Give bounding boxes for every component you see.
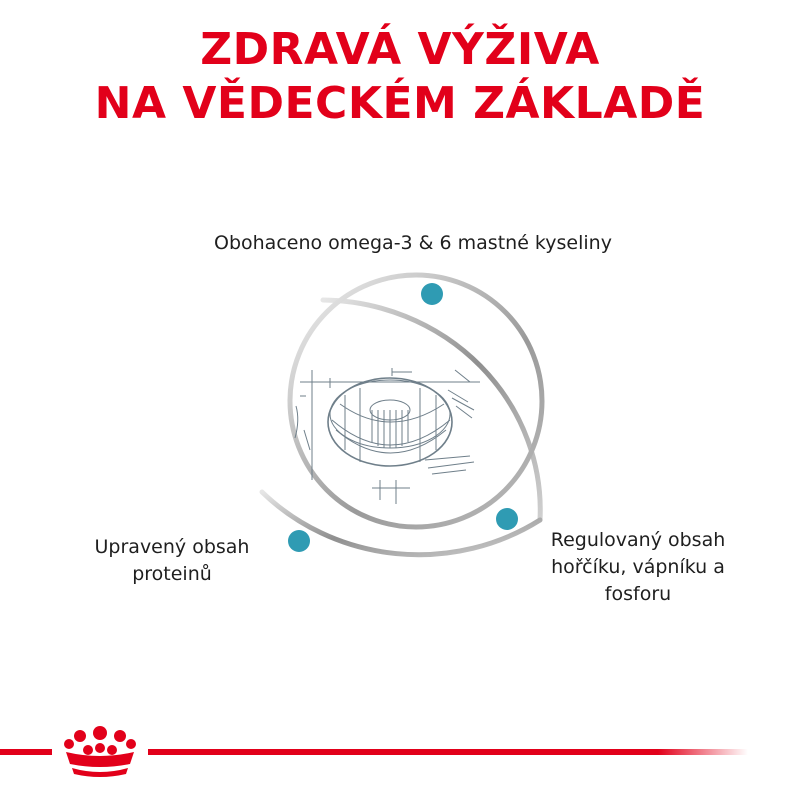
benefit-protein-line-1: Upravený obsah [94, 536, 250, 558]
headline-line-1: ZDRAVÁ VÝŽIVA [200, 24, 600, 75]
benefit-minerals-line-3: fosforu [604, 583, 672, 605]
benefit-minerals-line-1: Regulovaný obsah [550, 529, 726, 551]
footer-line-right [148, 749, 748, 755]
benefit-minerals-line-2: hořčíku, vápníku a [551, 556, 725, 578]
headline-line-2: NA VĚDECKÉM ZÁKLADĚ [94, 78, 706, 129]
benefit-omega-label: Obohaceno omega-3 & 6 mastné kyseliny [214, 232, 612, 254]
footer-line-left [0, 749, 52, 755]
benefit-protein-line-2: proteinů [132, 563, 212, 585]
royal-crown-logo-icon [64, 726, 136, 777]
